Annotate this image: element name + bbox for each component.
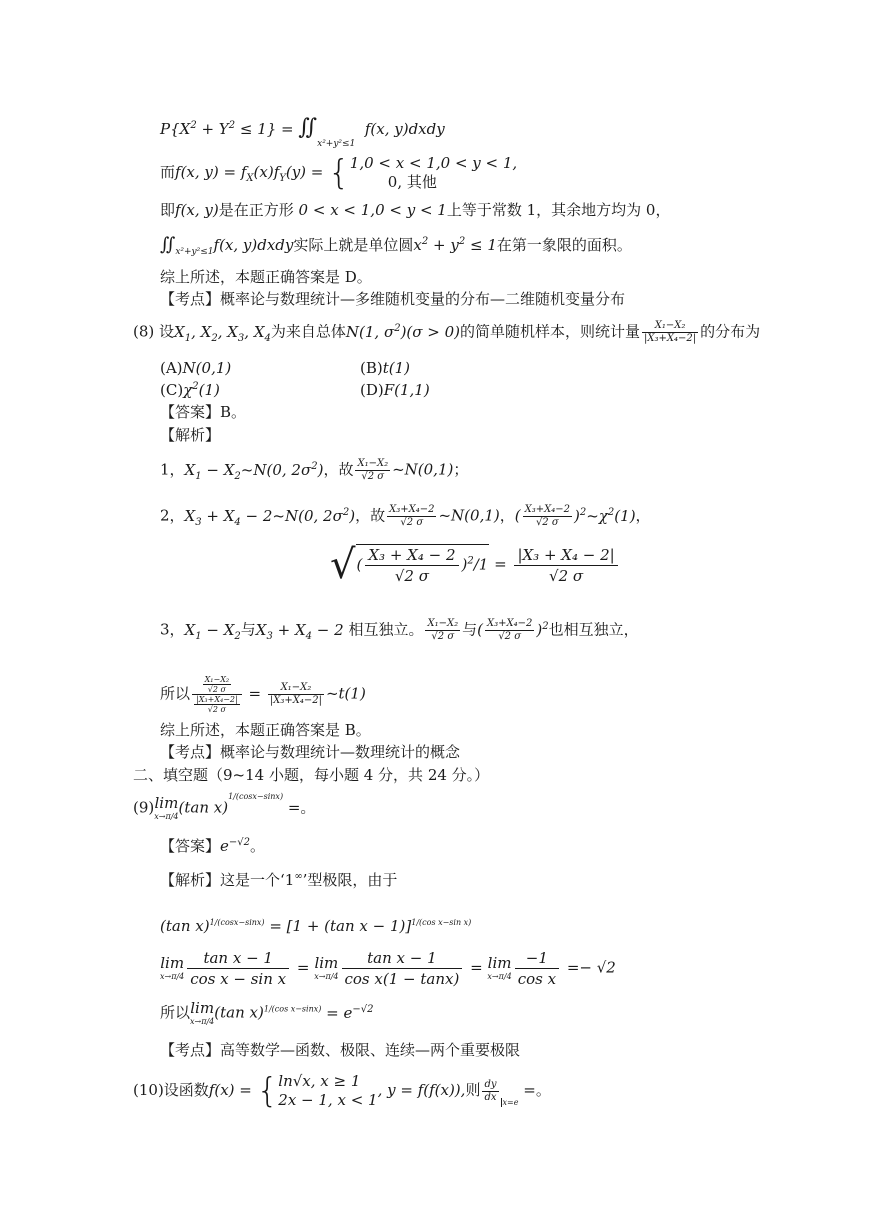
summary-2: 综上所述，本题正确答案是 B。: [160, 721, 371, 739]
question-8: (8) 设$X_1$, $X_2$, $X_3$, $X_4$为来自总体N(1, $\sigma^2)(\sigma > 0)$的简单随机样本，则统计量 $\frac{\text{X₁−X₂}}{\text{|X₃+X₄−2|}}$ 的分布为: [133, 320, 761, 344]
answer-9: 【答案】$e^{-√2}$。: [160, 837, 266, 855]
kaodian-1: 【考点】概率论与数理统计—多维随机变量的分布—二维随机变量分布: [160, 290, 626, 308]
kaodian-2: 【考点】概率论与数理统计—数理统计的概念: [160, 743, 461, 761]
limit-rewrite: (tan x)$^{1/(cosx-sinx)}$ = [1 + (tan x − 1)]$^{1/(cos x-sin x)}$: [160, 917, 472, 935]
section-2-heading: 二、填空题（9~14 小题，每小题 4 分，共 24 分。）: [133, 766, 490, 784]
summary-1: 综上所述，本题正确答案是 D。: [160, 268, 372, 286]
question-10: (10)设函数f(x) = { ln√x, x ≥ 1 2x − 1, x < 1 , y = f(f(x)),则 $\frac{dy}{dx}$ $_{x=e}$ =。: [133, 1071, 551, 1111]
step-2: 2，$X_3 + X_4$ − 2~N(0, $2\sigma^2$)，故 $\frac{\text{X₃+X₄−2}}{√2 \sigma}$ ~N(0,1)，( $\frac{\text{X₃+X₄−2}}{√2 \sigma}$ )$^2\sim\chi^2(1)$，: [160, 504, 651, 528]
answer-8: 【答案】B。: [160, 403, 247, 421]
step-1: 1，$X_1$ − $X_2\sim N(0$, $2\sigma^2$)，故 $\frac{\text{X₁−X₂}}{√2 \sigma}$ ~N(0,1)；: [160, 458, 469, 482]
option-a: (A)N(0,1): [160, 359, 232, 377]
probability-integral-line: $P\{X^2 + Y^2 \le 1\}$ = $∬_{x^2+y^2\le 1}$ f(x, y)dxdy: [160, 115, 445, 149]
step-3: 3，$X_1 - X_2$与$X_3 + X_4 - 2$ 相互独立。 $\frac{\text{X₁−X₂}}{√2 \sigma}$ 与( $\frac{\text{X₃+X₄−2}}{√2 \sigma}$ )$^2$也相互独立，: [160, 618, 639, 642]
joint-density-line: 而f(x, $y) = f_X(x)f_Y(y)$ = { 1,0 < x < 1,0 < y < 1, 0, 其他: [160, 153, 518, 193]
sqrt-equation: √( $\frac{\text{X₃ + X₄ − 2}}{√2 \sigma}$ )$^2$/1 = $\frac{\text{|X₃ + X₄ − 2|}}{√2 \sigma}$: [330, 544, 621, 586]
limit-conclusion: 所以 lim x→π/4 (tan $x)^{1/(cos x-sinx)} = e^{-√2}$: [160, 999, 374, 1026]
integral-area-line: $∬_{x^2+y^2\le 1}f(x$, y)dxdy实际上就是单位圆$x^2 + y^2 \le 1$在第一象限的面积。: [160, 234, 632, 257]
option-d: (D)F(1,1): [360, 381, 430, 399]
question-9: (9) lim x→π/4 (tan x)$^{1/(cosx-sinx)}$ =。: [133, 791, 316, 821]
jiexi-9: 【解析】这是一个‘1∞’型极限，由于: [160, 871, 398, 889]
limit-computation: lim x→π/4 $\frac{\text{tan x − 1}}{\text{cos x − sin x}}$ = lim x→π/4 $\frac{\text{tan x − 1}}{\text{cos x(1 − tanx)}}$ = lim x→π/4 $\frac{-1}{\text{cos x}}$ =− √2: [160, 949, 616, 988]
conclusion-t1: 所以 $\frac{\frac{\text{X₁−X₂}}{√2 \sigma}}{\frac{\text{|X₃+X₄−2|}}{√2 \sigma}}$ = $\frac{\text{X₁−X₂}}{\text{|X₃+X₄−2|}}$ ~t(1): [160, 675, 366, 714]
option-c: $(C)\chi^2(1)$: [160, 381, 220, 399]
option-b: (B)t(1): [360, 359, 411, 377]
square-description-line: 即f(x, y)是在正方形 0 < x < 1,0 < y < 1上等于常数 1，其余地方均为 0，: [160, 201, 671, 219]
kaodian-3: 【考点】高等数学—函数、极限、连续—两个重要极限: [160, 1041, 521, 1059]
jiexi-8: 【解析】: [160, 426, 221, 444]
